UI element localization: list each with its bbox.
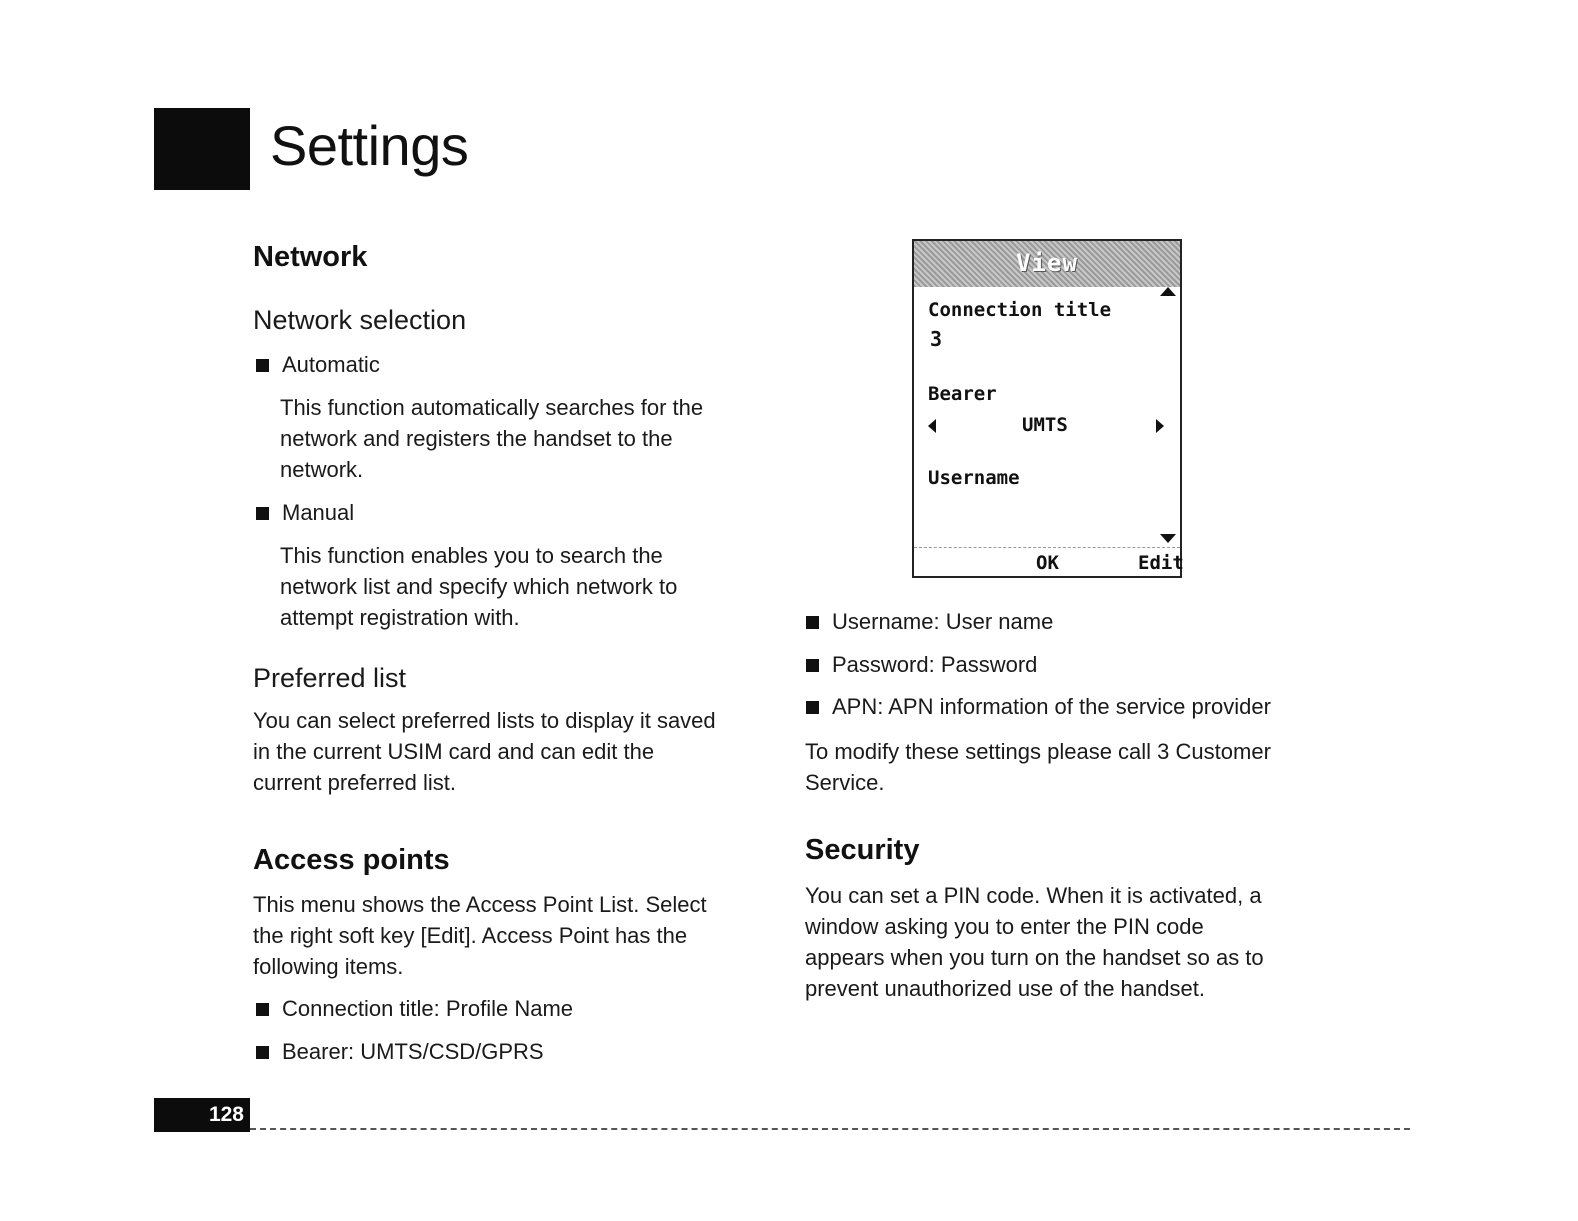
right-item: Username: User name: [832, 609, 1054, 634]
modify-line: Service.: [805, 770, 885, 795]
page-title: Settings: [270, 114, 469, 177]
access-desc-line: following items.: [253, 954, 404, 979]
arrow-right-icon: [1156, 419, 1164, 433]
security-line: You can set a PIN code. When it is activated, a: [805, 883, 1262, 908]
footer-rule: [250, 1128, 1410, 1130]
bullet-username: [806, 607, 1053, 637]
modify-line: To modify these settings please call 3 Customer: [805, 739, 1271, 764]
access-desc-line: This menu shows the Access Point List. Select: [253, 892, 707, 917]
bullet-manual: [256, 498, 354, 528]
edit-softkey: Edit: [1138, 552, 1184, 574]
connection-title-value: 3: [930, 327, 943, 351]
right-item: Password: Password: [832, 652, 1038, 677]
security-heading: Security: [805, 834, 920, 866]
bullet-square-icon: [256, 1003, 269, 1016]
bullet-square-icon: [806, 616, 819, 629]
username-label: Username: [928, 467, 1020, 489]
bullet-square-icon: [256, 1046, 269, 1059]
ok-softkey: OK: [1036, 552, 1059, 574]
bearer-label: Bearer: [928, 383, 997, 405]
bullet-password: [806, 650, 1037, 680]
connection-title-label: Connection title: [928, 299, 1112, 321]
page-number: 128: [154, 1098, 250, 1132]
bearer-value: UMTS: [1022, 414, 1068, 436]
manual-desc-line: attempt registration with.: [280, 605, 520, 630]
bullet-apn: [806, 692, 1271, 722]
modify-note: [805, 736, 1271, 798]
security-line: prevent unauthorized use of the handset.: [805, 976, 1205, 1001]
access-item: Bearer: UMTS/CSD/GPRS: [282, 1039, 544, 1064]
access-desc-line: the right soft key [Edit]. Access Point has the: [253, 923, 688, 948]
manual-label: Manual: [282, 500, 355, 525]
scroll-up-icon: [1160, 287, 1176, 296]
preferred-desc-line: You can select preferred lists to display it saved: [253, 708, 716, 733]
bullet-square-icon: [256, 507, 269, 520]
right-item: APN: APN information of the service provider: [832, 694, 1271, 719]
bullet-square-icon: [256, 359, 269, 372]
automatic-desc-line: This function automatically searches for the: [280, 395, 704, 420]
phone-title-bar: [914, 241, 1180, 287]
bullet-square-icon: [806, 701, 819, 714]
preferred-description: [253, 705, 716, 798]
bullet-square-icon: [806, 659, 819, 672]
automatic-desc-line: network.: [280, 457, 364, 482]
automatic-description: [280, 392, 703, 485]
access-item: Connection title: Profile Name: [282, 996, 574, 1021]
scroll-down-icon: [1160, 534, 1176, 543]
security-line: appears when you turn on the handset so as to: [805, 945, 1264, 970]
preferred-desc-line: current preferred list.: [253, 770, 456, 795]
access-points-heading: Access points: [253, 844, 450, 876]
softkey-divider: [914, 547, 1180, 548]
bullet-connection-title: [256, 994, 573, 1024]
bullet-automatic: [256, 350, 380, 380]
security-description: [805, 880, 1264, 1004]
manual-desc-line: This function enables you to search the: [280, 543, 663, 568]
preferred-list-heading: Preferred list: [253, 663, 407, 693]
automatic-desc-line: network and registers the handset to the: [280, 426, 673, 451]
network-heading: Network: [253, 241, 368, 273]
manual-desc-line: network list and specify which network to: [280, 574, 678, 599]
access-description: [253, 889, 707, 982]
arrow-left-icon: [928, 419, 936, 433]
phone-title: View: [1016, 249, 1078, 277]
security-line: window asking you to enter the PIN code: [805, 914, 1204, 939]
automatic-label: Automatic: [282, 352, 380, 377]
phone-screen-illustration: [912, 239, 1182, 578]
manual-description: [280, 540, 677, 633]
bullet-bearer: [256, 1037, 544, 1067]
network-selection-heading: Network selection: [253, 305, 467, 335]
preferred-desc-line: in the current USIM card and can edit the: [253, 739, 655, 764]
section-marker-block: [154, 108, 250, 190]
